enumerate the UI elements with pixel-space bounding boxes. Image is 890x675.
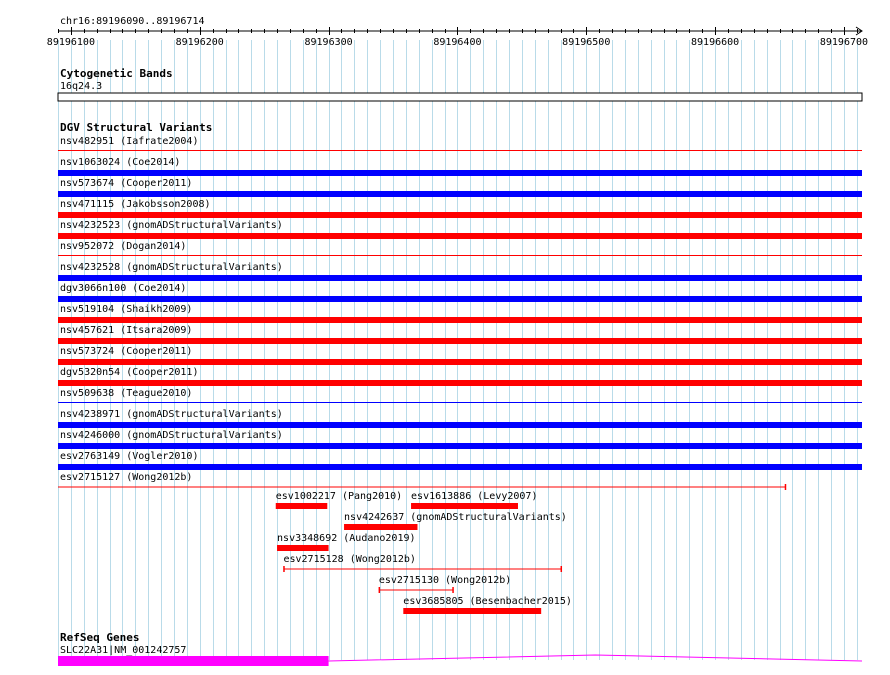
sv-label: nsv4238971 (gnomADStructuralVariants): [60, 409, 283, 420]
sv-label: esv2715128 (Wong2012b): [283, 554, 416, 565]
sv-label: esv3685805 (Besenbacher2015): [403, 596, 572, 607]
track-title-cytoband: Cytogenetic Bands: [60, 67, 173, 80]
ruler-tick-label: 89196400: [433, 37, 482, 48]
sv-bar[interactable]: [277, 545, 329, 551]
sv-bar[interactable]: [58, 359, 862, 365]
sv-line[interactable]: [58, 255, 862, 256]
sv-label: esv2715127 (Wong2012b): [60, 472, 193, 483]
sv-label: nsv482951 (Iafrate2004): [60, 136, 199, 147]
cytoband-label: 16q24.3: [60, 81, 103, 92]
sv-feature[interactable]: [276, 491, 402, 509]
sv-bar[interactable]: [58, 275, 862, 281]
track-title-dgv: DGV Structural Variants: [60, 121, 213, 134]
sv-bar[interactable]: [58, 380, 862, 386]
ruler-tick-label: 89196700: [819, 37, 869, 48]
sv-label: nsv519104 (Shaikh2009): [60, 304, 193, 315]
sv-feature[interactable]: [411, 491, 537, 509]
sv-bar[interactable]: [58, 422, 862, 428]
sv-bar[interactable]: [411, 503, 518, 509]
cytoband-bar[interactable]: [58, 93, 862, 101]
sv-label: nsv471115 (Jakobsson2008): [60, 199, 211, 210]
sv-label: nsv4232528 (gnomADStructuralVariants): [60, 262, 283, 273]
sv-label: nsv4242637 (gnomADStructuralVariants): [344, 512, 567, 523]
sv-feature[interactable]: [277, 533, 415, 551]
sv-feature[interactable]: [403, 596, 572, 614]
sv-bar[interactable]: [58, 233, 862, 239]
sv-label: nsv952072 (Dogan2014): [60, 241, 187, 252]
sv-label: nsv573674 (Cooper2011): [60, 178, 193, 189]
sv-bar[interactable]: [344, 524, 417, 530]
track-title-refseq: RefSeq Genes: [60, 631, 140, 644]
sv-label: nsv457621 (Itsara2009): [60, 325, 193, 336]
sv-feature[interactable]: [344, 512, 567, 530]
sv-label: dgv5320n54 (Cooper2011): [60, 367, 199, 378]
sv-line[interactable]: [58, 402, 862, 403]
sv-label: esv1002217 (Pang2010): [275, 491, 403, 502]
sv-feature[interactable]: [379, 575, 511, 593]
sv-label: esv1613886 (Levy2007): [411, 491, 538, 502]
sv-label: dgv3066n100 (Coe2014): [60, 283, 187, 294]
sv-label: nsv509638 (Teague2010): [60, 388, 193, 399]
gene-label: SLC22A31|NM_001242757: [60, 645, 187, 656]
sv-bar[interactable]: [58, 170, 862, 176]
sv-bar[interactable]: [58, 443, 862, 449]
ruler-tick-label: 89196500: [562, 37, 611, 48]
sv-label: nsv3348692 (Audano2019): [277, 533, 416, 544]
gene-exon[interactable]: [58, 656, 329, 666]
sv-label: nsv573724 (Cooper2011): [60, 346, 193, 357]
sv-line[interactable]: [58, 150, 862, 151]
sv-bar[interactable]: [276, 503, 328, 509]
ruler-tick-label: 89196600: [691, 37, 740, 48]
ruler-tick-label: 89196300: [304, 37, 353, 48]
sv-label: esv2715130 (Wong2012b): [378, 575, 512, 586]
sv-bar[interactable]: [58, 191, 862, 197]
sv-bar[interactable]: [58, 212, 862, 218]
sv-bar[interactable]: [403, 608, 541, 614]
sv-label: esv2763149 (Vogler2010): [60, 451, 199, 462]
ruler-tick-label: 89196200: [175, 37, 224, 48]
ruler: [47, 16, 868, 48]
sv-feature[interactable]: [283, 554, 561, 572]
sv-label: nsv4232523 (gnomADStructuralVariants): [60, 220, 283, 231]
sv-bar[interactable]: [58, 317, 862, 323]
location-text: chr16:89196090..89196714: [60, 16, 205, 27]
sv-label: nsv1063024 (Coe2014): [60, 157, 181, 168]
sv-bar[interactable]: [58, 296, 862, 302]
sv-bar[interactable]: [58, 338, 862, 344]
ruler-tick-label: 89196100: [46, 37, 95, 48]
sv-label: nsv4246000 (gnomADStructuralVariants): [60, 430, 283, 441]
sv-bar[interactable]: [58, 464, 862, 470]
gene-intron[interactable]: [329, 655, 862, 661]
